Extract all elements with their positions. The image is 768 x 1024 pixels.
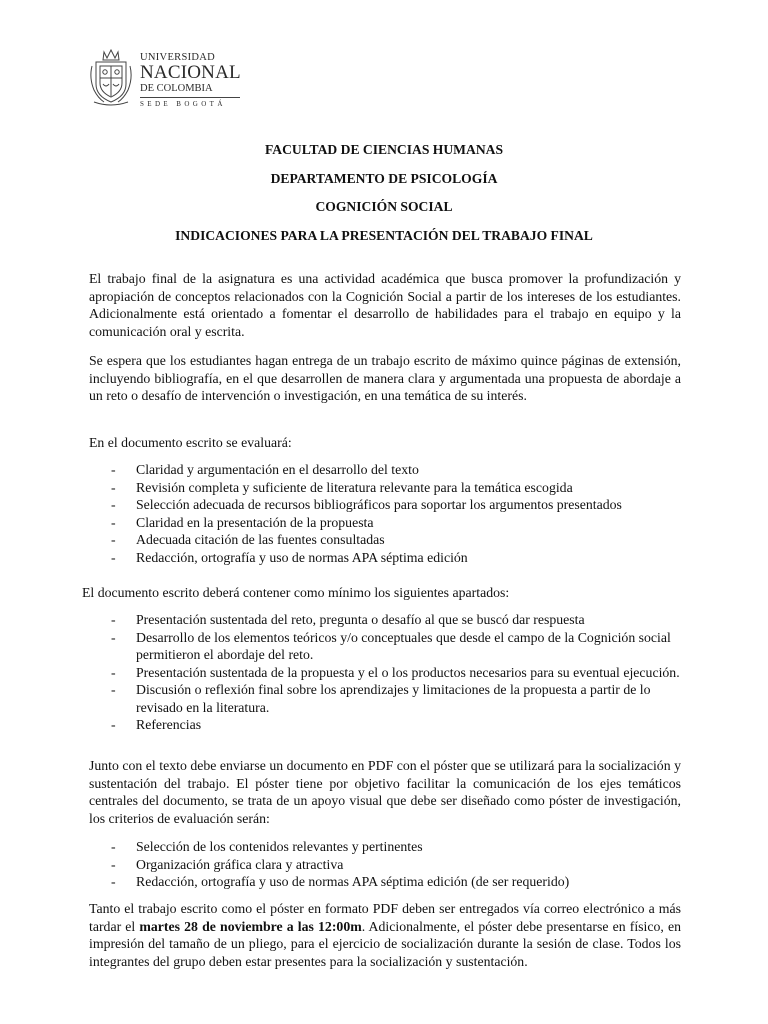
university-logo	[88, 44, 248, 114]
heading-title: INDICACIONES PARA LA PRESENTACIÓN DEL TRABAJO FINAL	[175, 227, 593, 243]
list-item-text: Presentación sustentada del reto, pregunta o desafío al que se buscó dar respuesta	[136, 612, 585, 627]
bullet-dash: -	[111, 629, 116, 645]
heading-course: COGNICIÓN SOCIAL	[315, 199, 453, 214]
paragraph-expectations	[89, 352, 681, 405]
document-headings	[0, 136, 768, 250]
wordmark-divider	[140, 97, 240, 98]
bullet-dash: -	[111, 532, 116, 547]
list-item	[111, 873, 683, 891]
list-item	[111, 611, 683, 629]
evaluation-criteria-list	[111, 461, 683, 566]
list-item-text: Claridad en la presentación de la propuesta	[136, 514, 374, 530]
list-item	[111, 856, 683, 874]
paragraph-intro	[89, 270, 681, 340]
wordmark-line-3: DE COLOMBIA	[140, 83, 213, 94]
list-item-text: Discusión o reflexión final sobre los aprendizajes y limitaciones de la propuesta a partir de lo revisado en la literatura.	[136, 682, 651, 715]
list-item	[111, 838, 683, 856]
paragraph-submission-text	[89, 900, 681, 970]
list-item-text: Selección de los contenidos relevantes y pertinentes	[136, 839, 423, 854]
bullet-dash: -	[111, 856, 116, 872]
submission-text-end: . Adicionalmente, el póster debe presentarse en físico, en impresión del tamaño de un pliego, para el ejercicio de socialización durante la sesión de clase. Todos los integrantes del grupo deben estar presentes para la socialización y sustentación.	[89, 918, 681, 969]
submission-text-start: Tanto el trabajo escrito como el póster en formato PDF deben ser entregados vía correo electrónico a más tardar el	[89, 901, 681, 934]
wordmark-line-1: UNIVERSIDAD	[140, 52, 216, 63]
list-item-text: Claridad y argumentación en el desarrollo del texto	[136, 462, 419, 477]
list-item-text: Referencias	[136, 717, 202, 732]
bullet-dash: -	[111, 497, 116, 512]
coat-of-arms-icon	[88, 44, 134, 108]
list-item-text: Revisión completa y suficiente de literatura relevante para la temática escogida	[136, 479, 573, 495]
list-item-text: Organización gráfica clara y atractiva	[136, 856, 344, 872]
paragraph-poster-text: Junto con el texto debe enviarse un documento en PDF con el póster que se utilizará para la socialización y sustentación del trabajo. El póster tiene por objetivo facilitar la comunicación de los ejes temáticos centrales del documento, se trata de un apoyo visual que debe ser diseñado como póster de investigación, los criterios de evaluación serán:	[89, 758, 681, 826]
poster-criteria-list	[111, 838, 683, 891]
paragraph-intro-text: El trabajo final de la asignatura es una actividad académica que busca promover la profundización y apropiación de conceptos relacionados con la Cognición Social a partir de los intereses de los estudiantes. Adicionalmente está orientado a fomentar el desarrollo de habilidades para el trabajo en equipo y la comunicación oral y escrita.	[89, 271, 681, 339]
bullet-dash: -	[111, 549, 116, 565]
bullet-dash: -	[111, 612, 116, 627]
heading-faculty: FACULTAD DE CIENCIAS HUMANAS	[264, 142, 504, 157]
bullet-dash: -	[111, 874, 116, 889]
list-item-text: Adecuada citación de las fuentes consultadas	[136, 532, 385, 547]
list-item	[111, 716, 683, 734]
list-item	[111, 549, 683, 567]
list-item	[111, 629, 683, 664]
list-item	[111, 664, 683, 682]
paragraph-poster	[89, 757, 681, 827]
wordmark-line-2: NACIONAL	[140, 62, 241, 83]
list-item-text: Redacción, ortografía y uso de normas APA séptima edición (de ser requerido)	[136, 874, 570, 889]
list-item	[111, 496, 683, 514]
list-item	[111, 531, 683, 549]
list-item	[111, 514, 683, 532]
paragraph-expectations-text: Se espera que los estudiantes hagan entrega de un trabajo escrito de máximo quince páginas de extensión, incluyendo bibliografía, en el que desarrollen de manera clara y argumentada una propuesta de abordaje a un reto o desafío de intervención o investigación, en una temática de su interés.	[89, 353, 681, 403]
bullet-dash: -	[111, 839, 116, 854]
bullet-dash: -	[111, 479, 116, 495]
required-sections-list	[111, 611, 683, 734]
bullet-dash: -	[111, 514, 116, 530]
paragraph-sections-intro-text: El documento escrito deberá contener como mínimo los siguientes apartados:	[82, 585, 510, 600]
bullet-dash: -	[111, 717, 116, 732]
list-item-text: Desarrollo de los elementos teóricos y/o conceptuales que desde el campo de la Cognición social permitieron el abordaje del reto.	[136, 629, 671, 662]
submission-deadline: martes 28 de noviembre a las 12:00m	[139, 918, 362, 934]
wordmark-line-4: SEDE BOGOTÁ	[140, 100, 226, 108]
list-item-text: Selección adecuada de recursos bibliográficos para soportar los argumentos presentados	[136, 497, 622, 512]
university-wordmark	[140, 52, 241, 109]
heading-department: DEPARTAMENTO DE PSICOLOGÍA	[270, 170, 498, 186]
list-item	[111, 461, 683, 479]
paragraph-evaluation-intro	[89, 434, 681, 452]
list-item-text: Presentación sustentada de la propuesta y el o los productos necesarios para su eventual ejecución.	[136, 664, 680, 680]
paragraph-sections-intro	[82, 584, 674, 602]
paragraph-submission	[89, 900, 681, 970]
bullet-dash: -	[111, 682, 116, 697]
list-item-text: Redacción, ortografía y uso de normas APA séptima edición	[136, 549, 468, 565]
bullet-dash: -	[111, 664, 116, 680]
list-item	[111, 479, 683, 497]
bullet-dash: -	[111, 462, 116, 477]
paragraph-evaluation-intro-text: En el documento escrito se evaluará:	[89, 435, 292, 450]
list-item	[111, 681, 683, 716]
